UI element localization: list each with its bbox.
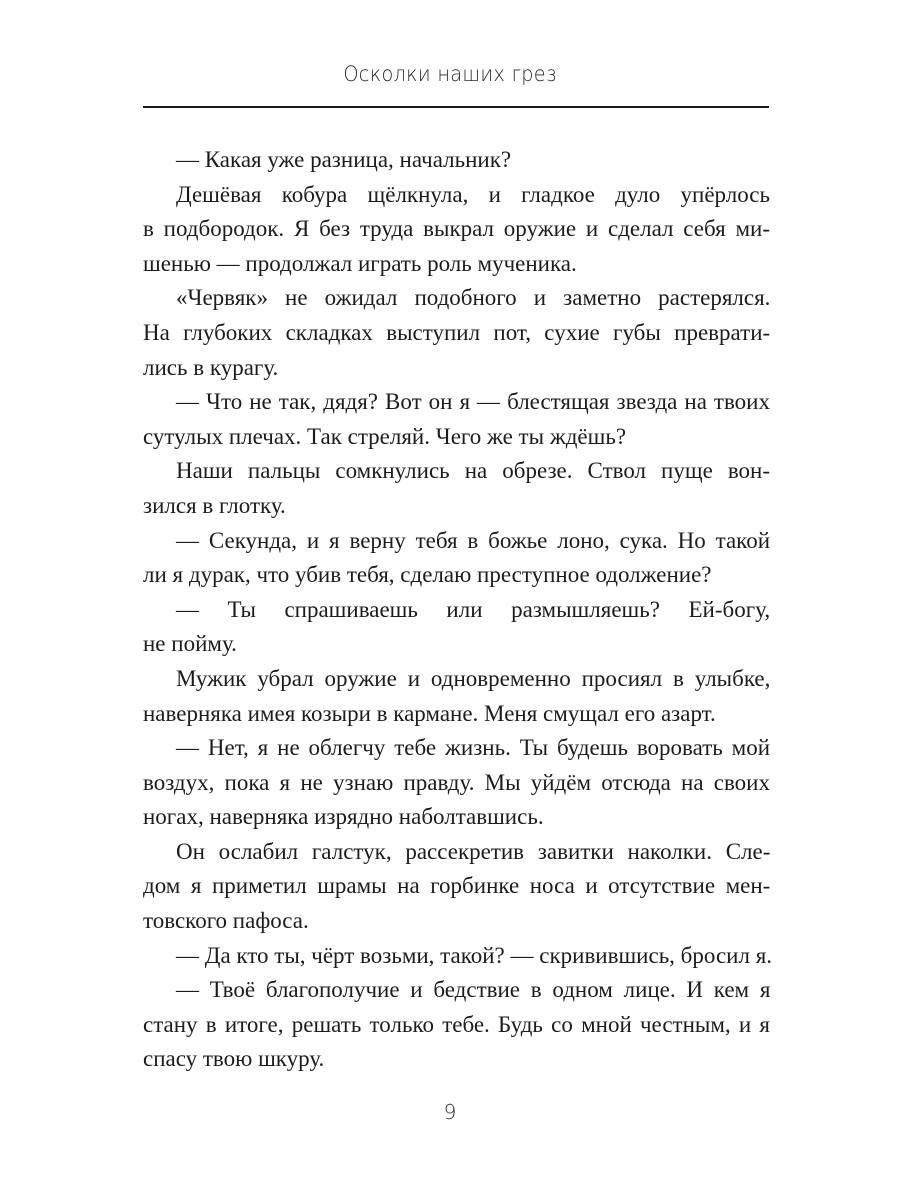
paragraph [143,731,770,835]
paragraph [143,593,770,662]
text-line: спасу твою шкуру. [143,1046,325,1072]
text-line: Наши пальцы сомкнулись на обрезе. Ствол пуще вон- [176,458,770,484]
text-line: стану в итоге, решать только тебе. Будь со мной честным, и я [143,1011,770,1037]
text-line: лись в курагу. [143,354,279,380]
paragraph [143,662,770,731]
text-line: зился в глотку. [143,492,286,518]
text-line: наверняка имея козыри в кармане. Меня смущал его азарт. [143,700,716,726]
paragraph [143,835,770,939]
paragraph [143,385,770,454]
text-line: дом я приметил шрамы на горбинке носа и отсутствие мен- [143,873,771,899]
text-line: ли я дурак, что убив тебя, сделаю преступное одолжение? [143,562,712,588]
text-line: товского пафоса. [143,908,309,934]
paragraph [143,454,770,523]
paragraph [143,281,770,385]
text-line: в подбородок. Я без труда выкрал оружие и сделал себя ми- [143,216,770,242]
header-rule [143,106,769,108]
text-line: не пойму. [143,631,237,657]
text-line: Мужик убрал оружие и одновременно просиял в улыбке, [176,665,771,691]
body-text [143,143,773,1077]
text-line: На глубоких складках выступил пот, сухие губы преврати- [143,319,771,345]
text-line: Он ослабил галстук, рассекретив завитки наколки. Сле- [176,838,771,864]
text-line: — Да кто ты, чёрт возьми, такой? — скривившись, бросил я. [176,942,773,968]
paragraph [143,939,773,974]
text-line: — Секунда, и я верну тебя в божье лоно, сука. Но такой [176,527,770,553]
text-line: «Червяк» не ожидал подобного и заметно растерялся. [176,285,771,311]
text-line: — Твоё благополучие и бедствие в одном лице. И кем я [176,977,771,1003]
running-head-title: Осколки наших грез [343,62,557,86]
text-line: — Что не так, дядя? Вот он я — блестящая звезда на твоих [176,389,770,415]
text-line: — Ты спрашиваешь или размышляешь? Ей-богу, [176,596,771,622]
text-line: Дешёвая кобура щёлкнула, и гладкое дуло упёрлось [176,181,770,207]
paragraph [143,973,770,1077]
paragraph [143,143,770,178]
text-line: ногах, наверняка изрядно наболтавшись. [143,804,544,830]
paragraph [143,524,770,593]
text-line: воздух, пока я не узнаю правду. Мы уйдём отсюда на своих [143,769,770,795]
text-line: — Какая уже разница, начальник? [176,147,512,172]
page-number: 9 [443,1100,457,1124]
text-line: шенью — продолжал играть роль мученика. [143,250,577,276]
text-line: сутулых плечах. Так стреляй. Чего же ты ждёшь? [143,423,627,449]
text-line: — Нет, я не облегчу тебе жизнь. Ты будешь воровать мой [176,735,770,761]
paragraph [143,178,770,282]
